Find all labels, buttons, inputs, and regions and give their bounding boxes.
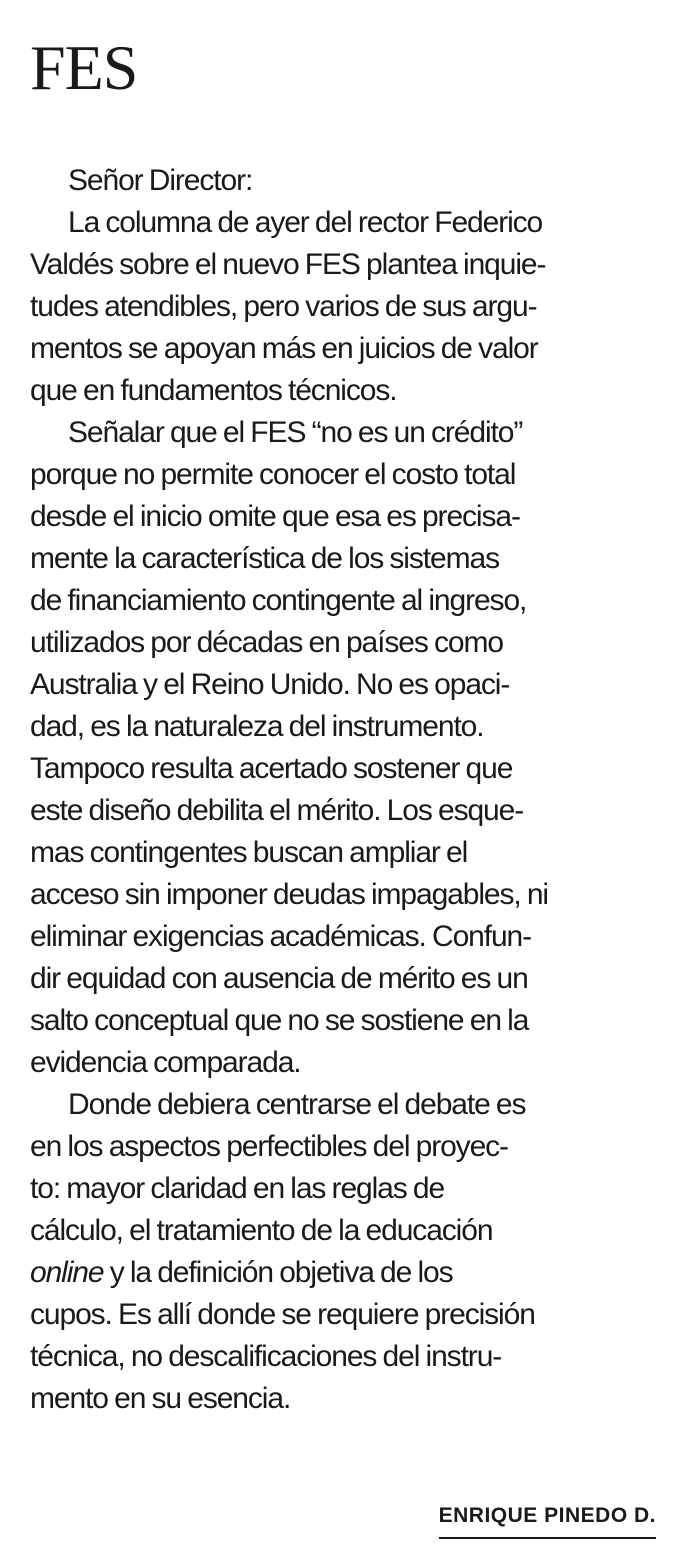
- paragraph-2-line: mas contingentes buscan ampliar el: [30, 836, 468, 869]
- paragraph-2-line: eliminar exigencias académicas. Confun-: [30, 920, 532, 953]
- paragraph-1-line: Valdés sobre el nuevo FES plantea inquie-: [30, 248, 546, 281]
- paragraph-2-line: desde el inicio omite que esa es precisa-: [30, 500, 520, 533]
- paragraph-3-line: to: mayor claridad en las reglas de: [30, 1172, 445, 1205]
- signature: ENRIQUE PINEDO D.: [439, 1503, 656, 1539]
- paragraph-3-line: cálculo, el tratamiento de la educación: [30, 1214, 493, 1247]
- paragraph-3-line: técnica, no descalificaciones del instru-: [30, 1340, 502, 1373]
- paragraph-2-line: utilizados por décadas en países como: [30, 626, 503, 659]
- paragraph-3-line: Donde debiera centrarse el debate es: [68, 1088, 526, 1121]
- paragraph-1-line: La columna de ayer del rector Federico: [68, 206, 543, 239]
- paragraph-1-line: tudes atendibles, pero varios de sus argu-: [30, 290, 537, 323]
- paragraph-1-line: mentos se apoyan más en juicios de valor: [30, 332, 538, 365]
- paragraph-2-line: dad, es la naturaleza del instrumento.: [30, 710, 484, 743]
- paragraph-2-line: de financiamiento contingente al ingreso,: [30, 584, 527, 617]
- paragraph-3-line: en los aspectos perfectibles del proyec-: [30, 1130, 508, 1163]
- paragraph-3-line: cupos. Es allí donde se requiere precisión: [30, 1298, 535, 1331]
- salutation: Señor Director:: [68, 164, 253, 197]
- paragraph-3-line: mento en su esencia.: [30, 1382, 291, 1415]
- letter-title: FES: [30, 32, 138, 103]
- paragraph-2-line: Tampoco resulta acertado sostener que: [30, 752, 513, 785]
- italic-word: online: [30, 1256, 104, 1289]
- paragraph-2-line: mente la característica de los sistemas: [30, 542, 499, 575]
- paragraph-2-line: salto conceptual que no se sostiene en la: [30, 1004, 529, 1037]
- paragraph-2-line: Australia y el Reino Unido. No es opaci-: [30, 668, 510, 701]
- paragraph-2-line: evidencia comparada.: [30, 1046, 301, 1079]
- paragraph-2-line: dir equidad con ausencia de mérito es un: [30, 962, 528, 995]
- letter-body: [30, 160, 658, 1420]
- paragraph-2-line: Señalar que el FES “no es un crédito”: [68, 416, 523, 449]
- paragraph-2-line: acceso sin imponer deudas impagables, ni: [30, 878, 548, 911]
- paragraph-1-line: que en fundamentos técnicos.: [30, 374, 397, 407]
- line-rest: y la definición objetiva de los: [103, 1256, 453, 1289]
- paragraph-3-line-italic: [30, 1252, 658, 1294]
- paragraph-2-line: porque no permite conocer el costo total: [30, 458, 516, 491]
- paragraph-2-line: este diseño debilita el mérito. Los esque-: [30, 794, 524, 827]
